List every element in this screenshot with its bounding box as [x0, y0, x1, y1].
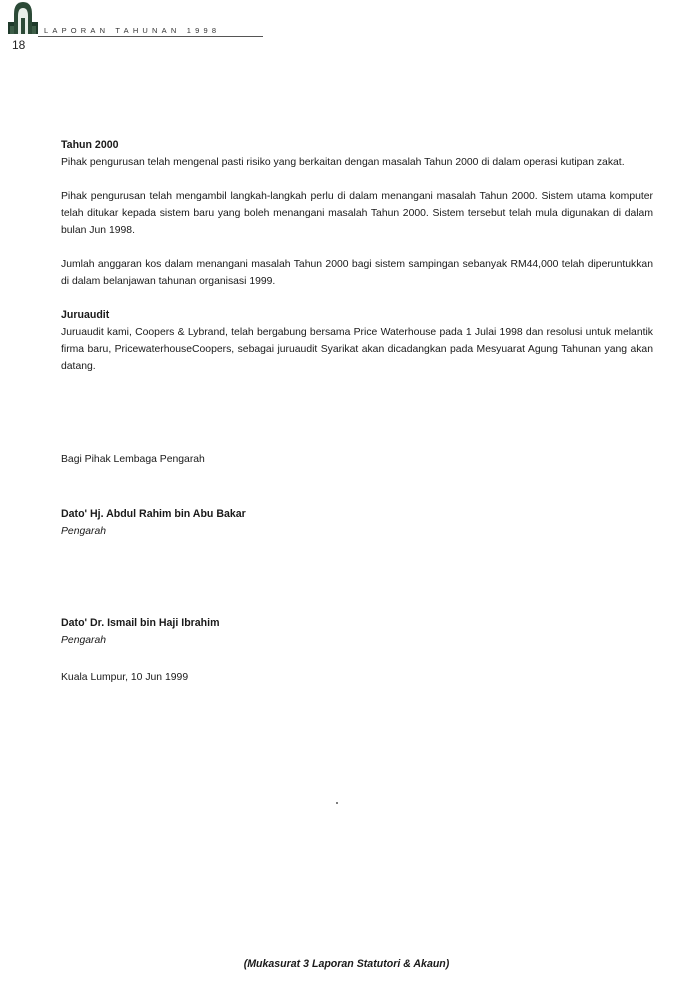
signatory-name: Dato' Hj. Abdul Rahim bin Abu Bakar [61, 508, 246, 520]
signatory-role: Pengarah [61, 526, 107, 537]
stray-mark [336, 802, 338, 804]
signatory-block [61, 506, 246, 540]
closing-text: Bagi Pihak Lembaga Pengarah [61, 454, 205, 465]
section-heading-tahun-2000: Tahun 2000 [61, 139, 119, 151]
closing-statement [61, 451, 205, 468]
section-heading-juruaudit: Juruaudit [61, 309, 110, 321]
page-number: 18 [12, 38, 26, 52]
signatory-role: Pengarah [61, 635, 107, 646]
footer-note: (Mukasurat 3 Laporan Statutori & Akaun) [243, 958, 450, 970]
paragraph: Pihak pengurusan telah mengenal pasti risiko yang berkaitan dengan masalah Tahun 2000 di dalam operasi kutipan zakat. [61, 157, 625, 168]
place-date [61, 669, 188, 686]
paragraph: Juruaudit kami, Coopers & Lybrand, telah bergabung bersama Price Waterhouse pada 1 Julai 1998 dan resolusi untuk melantik firma baru, PricewaterhouseCoopers, sebagai juruaudit Syarikat akan dicadangkan pada Mesyuarat Agung Tahunan yang akan datang. [61, 327, 653, 372]
signatory-name: Dato' Dr. Ismail bin Haji Ibrahim [61, 617, 220, 629]
paragraph: Pihak pengurusan telah mengambil langkah-langkah perlu di dalam menangani masalah Tahun 2000. Sistem utama komputer telah ditukar kepada sistem baru yang boleh menangani masalah Tahun 2000. Sistem tersebut telah mula digunakan di dalam bulan Jun 1998. [61, 191, 653, 236]
paragraph: Jumlah anggaran kos dalam menangani masalah Tahun 2000 bagi sistem sampingan sebanyak RM44,000 telah diperuntukkan di dalam belanjawan tahunan organisasi 1999. [61, 259, 653, 287]
building-logo-icon [8, 0, 38, 34]
page-header [8, 0, 693, 60]
place-date-text: Kuala Lumpur, 10 Jun 1999 [61, 672, 189, 683]
report-body [61, 137, 653, 375]
header-divider [38, 36, 263, 37]
signatory-block [61, 615, 220, 649]
report-title: LAPORAN TAHUNAN 1998 [44, 26, 221, 35]
